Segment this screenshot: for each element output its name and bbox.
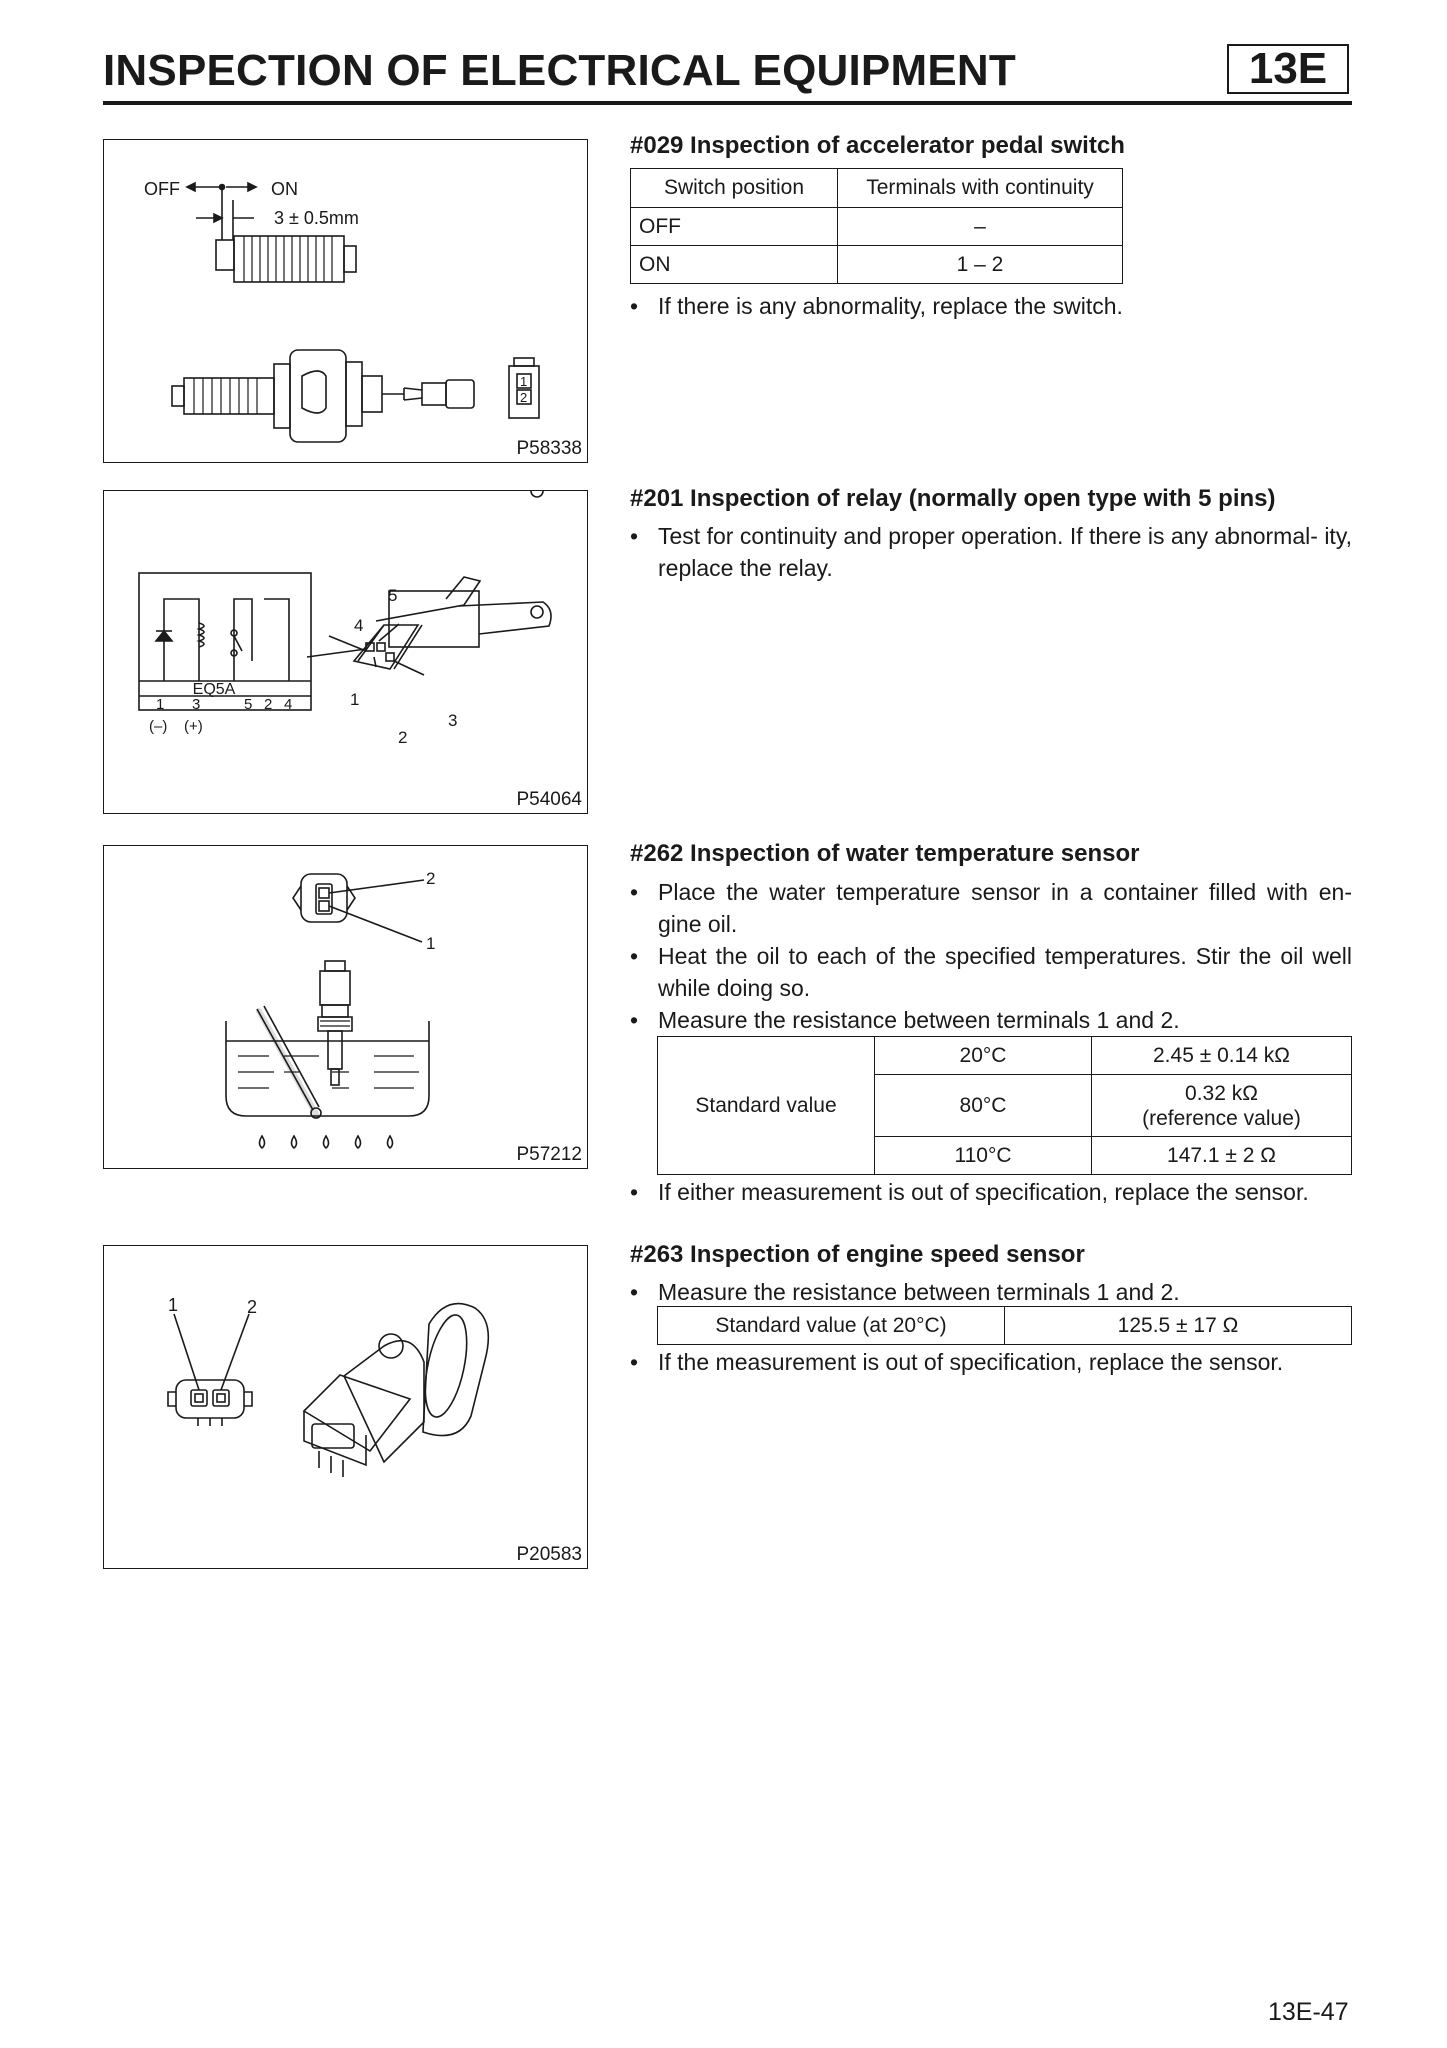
bullet-text: Measure the resistance between terminals 1 and 2. xyxy=(658,1007,1180,1033)
bullet-text: If there is any abnormality, replace the switch. xyxy=(658,293,1123,319)
figure-engine-speed-sensor xyxy=(103,1245,588,1569)
table-cell: 2.45 ± 0.14 kΩ xyxy=(1092,1037,1352,1075)
table-cell: 110°C xyxy=(875,1137,1092,1175)
figure-relay xyxy=(103,490,588,814)
section-title-263: #263 Inspection of engine speed sensor xyxy=(630,1241,1085,1268)
bullet-text: Place the water temperature sensor in a container filled with en- gine oil. xyxy=(658,879,1352,937)
relay-terminal-2: 2 xyxy=(264,696,273,713)
polarity-positive: (+) xyxy=(184,718,203,735)
table-cell: 1 – 2 xyxy=(838,246,1123,284)
sensor-pin-1: 1 xyxy=(426,934,436,953)
relay-terminal-1: 1 xyxy=(156,696,165,713)
table-header: Terminals with continuity xyxy=(838,169,1123,208)
table-cell: ON xyxy=(631,246,838,284)
bullet-dot: • xyxy=(630,523,639,549)
table-row xyxy=(631,208,1123,246)
speed-sensor-table xyxy=(657,1306,1352,1345)
section-title-201: #201 Inspection of relay (normally open type with 5 pins) xyxy=(630,485,1276,512)
page-title: INSPECTION OF ELECTRICAL EQUIPMENT xyxy=(103,46,1016,95)
accelerator-switch-illustration xyxy=(104,140,589,464)
bullet-dot: • xyxy=(630,1279,639,1305)
bullet-dot: • xyxy=(630,293,639,319)
table-cell: 125.5 ± 17 Ω xyxy=(1005,1307,1352,1345)
table-header: Switch position xyxy=(631,169,838,208)
bullet-item xyxy=(630,876,1352,940)
table-row-label: Standard value xyxy=(658,1037,875,1175)
figure-water-temp-sensor xyxy=(103,845,588,1169)
continuity-table xyxy=(630,168,1123,284)
relay-name: EQ5A xyxy=(192,681,236,698)
pin-label-5: 5 xyxy=(388,586,398,605)
bullet-text: Measure the resistance between terminals 1 and 2. xyxy=(658,1279,1180,1305)
bullet-dot: • xyxy=(630,879,639,905)
relay-terminal-3: 3 xyxy=(192,696,201,713)
pin-label-1: 1 xyxy=(350,690,360,709)
bullet-item xyxy=(630,1176,1352,1208)
table-cell: 20°C xyxy=(875,1037,1092,1075)
bullet-item xyxy=(630,1276,1352,1308)
figure-id: P54064 xyxy=(516,789,582,810)
relay-illustration xyxy=(104,491,589,815)
sensor-pin-2: 2 xyxy=(247,1297,258,1317)
figure-id: P57212 xyxy=(516,1144,582,1165)
bullet-text: If either measurement is out of specification, replace the sensor. xyxy=(658,1179,1309,1205)
table-cell: OFF xyxy=(631,208,838,246)
figure-id: P20583 xyxy=(516,1544,582,1565)
label-on: ON xyxy=(271,179,298,199)
bullet-dot: • xyxy=(630,1007,639,1033)
section-title-262: #262 Inspection of water temperature sensor xyxy=(630,840,1140,867)
relay-terminal-5: 5 xyxy=(244,696,253,713)
connector-pin-1: 1 xyxy=(520,374,528,389)
bullet-item xyxy=(630,940,1352,1004)
bullet-text: Test for continuity and proper operation. If there is any abnormal- ity, replace the relay. xyxy=(658,523,1352,581)
bullet-item xyxy=(630,290,1352,322)
table-row xyxy=(658,1307,1352,1345)
sensor-pin-1: 1 xyxy=(168,1295,179,1315)
reference-note: (reference value) xyxy=(1142,1106,1301,1130)
connector-pin-2: 2 xyxy=(520,390,528,405)
table-cell: – xyxy=(838,208,1123,246)
table-row xyxy=(631,246,1123,284)
bullet-item xyxy=(630,520,1352,584)
bullet-dot: • xyxy=(630,1179,639,1205)
section-title-029: #029 Inspection of accelerator pedal switch xyxy=(630,132,1125,159)
label-off: OFF xyxy=(144,179,180,199)
figure-id: P58338 xyxy=(516,438,582,459)
bullet-item xyxy=(630,1004,1352,1036)
table-cell: 147.1 ± 2 Ω xyxy=(1092,1137,1352,1175)
page-number: 13E-47 xyxy=(1268,1998,1349,2026)
bullet-item xyxy=(630,1346,1352,1378)
resistance-value: 0.32 kΩ xyxy=(1185,1081,1258,1105)
relay-terminal-4: 4 xyxy=(284,696,293,713)
section-code-badge: 13E xyxy=(1227,44,1349,94)
engine-speed-sensor-illustration xyxy=(104,1246,589,1570)
table-row-label: Standard value (at 20°C) xyxy=(658,1307,1005,1345)
table-cell xyxy=(1092,1075,1352,1137)
resistance-table xyxy=(657,1036,1352,1175)
bullet-dot: • xyxy=(630,1349,639,1375)
table-cell: 80°C xyxy=(875,1075,1092,1137)
pin-label-4: 4 xyxy=(354,616,364,635)
figure-accelerator-switch xyxy=(103,139,588,463)
water-temp-sensor-illustration xyxy=(104,846,589,1170)
pin-label-3: 3 xyxy=(448,711,458,730)
pin-label-2: 2 xyxy=(398,728,408,747)
bullet-text: If the measurement is out of specification, replace the sensor. xyxy=(658,1349,1284,1375)
bullet-dot: • xyxy=(630,943,639,969)
sensor-pin-2: 2 xyxy=(426,869,436,888)
table-row xyxy=(658,1037,1352,1075)
header-rule xyxy=(103,101,1352,105)
dimension-label: 3 ± 0.5mm xyxy=(274,208,359,228)
polarity-negative: (–) xyxy=(149,718,168,735)
bullet-text: Heat the oil to each of the specified temperatures. Stir the oil well while doing so. xyxy=(658,943,1352,1001)
